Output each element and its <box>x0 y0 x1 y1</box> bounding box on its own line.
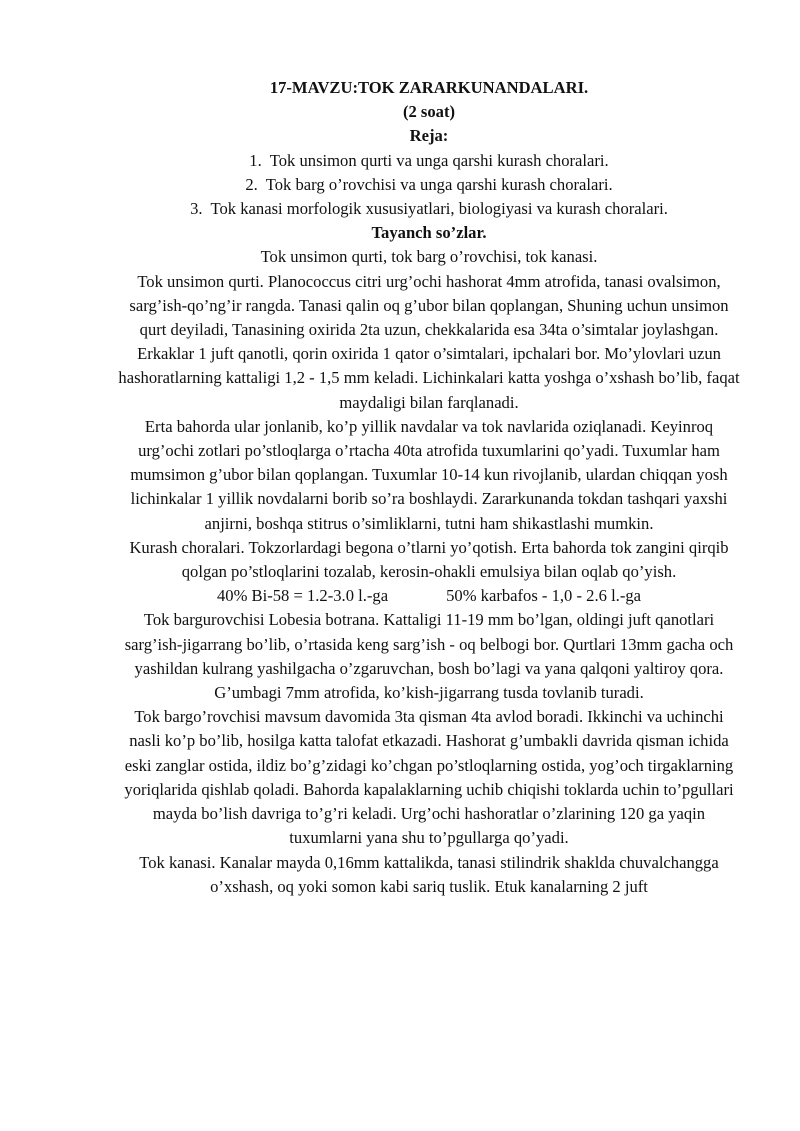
plan-item-text: Tok kanasi morfologik xususiyatlari, biologiyasi va kurash choralari. <box>210 199 668 219</box>
plan-item <box>118 197 740 221</box>
plan-item-text: Tok unsimon qurti va unga qarshi kurash choralari. <box>269 150 609 170</box>
paragraph-leafroller-biology: Tok bargo’rovchisi mavsum davomida 3ta qisman 4ta avlod boradi. Ikkinchi va uchinchi nasli ko’p bo’lib, hosilga katta talofat etkazadi. Hashorat g’umbakli davrida qisman ichida eski zanglar ostida, ildiz bo’g’zidagi ko’chgan po’stloqlarning ostida, yog’och tirgaklarning yoriqlarida qishlab qoladi. Bahorda kapalaklarning uchib chiqishi toklarda uchin to’pgullari mayda bo’lish davriga to’g’ri keladi. Urg’ochi hashoratlar o’zlarining 120 ga yaqin tuxumlarni yana shu to’pgullarga qo’yadi. <box>124 707 734 848</box>
hours-note: (2 soat) <box>402 102 456 122</box>
paragraph-mite: Tok kanasi. Kanalar mayda 0,16mm kattalikda, tanasi stilindrik shaklda chuvalchangga o’xshash, oq yoki somon kabi sariq tuslik. Etuk kanalarning 2 juft <box>139 852 719 896</box>
paragraph-mealybug: Tok unsimon qurti. Planococcus citri urg’ochi hashorat 4mm atrofida, tanasi ovalsimon, sarg’ish-qo’ng’ir rangda. Tanasi qalin oq g’ubor bilan qoplangan, Shuning uchun unsimon qurt deyiladi, Tanasining oxirida 2ta uzun, chekkalarida esa 34ta o’simtalar joylashgan. Erkaklar 1 juft qanotli, qorin oxirida 1 qator o’simtalari, ipchalari bor. Mo’ylovlari uzun hashoratlarning kattaligi 1,2 - 1,5 mm keladi. Lichinkalari katta yoshga o’xshash bo’lib, faqat maydaligi bilan farqlanadi. <box>118 271 740 412</box>
dosage-formula <box>118 584 740 608</box>
plan-item-number: 1. <box>249 150 262 170</box>
plan-heading: Reja: <box>409 126 449 146</box>
plan-item-text: Tok barg o’rovchisi va unga qarshi kurash choralari. <box>265 174 613 194</box>
keywords-heading: Tayanch so’zlar. <box>371 223 487 243</box>
dosage-left: 40% Bi-58 = 1.2-3.0 l.-ga <box>216 586 389 606</box>
paragraph-mealybug-biology: Erta bahorda ular jonlanib, ko’p yillik navdalar va tok navlarida oziqlanadi. Keyinroq urg’ochi zotlari po’stloqlarga o’rtacha 40ta atrofida tuxumlarini qo’yadi. Tuxumlar ham mumsimon g’ubor bilan qoplangan. Tuxumlar 10-14 kun rivojlanib, ulardan chiqqan yosh lichinkalar 1 yillik novdalarni borib so’ra boshlaydi. Zararkunanda tokdan tashqari yaxshi anjirni, boshqa stitrus o’simliklarni, tutni ham shikastlashi mumkin. <box>130 416 728 533</box>
dosage-right: 50% karbafos - 1,0 - 2.6 l.-ga <box>446 586 642 606</box>
paragraph-control-measures: Kurash choralari. Tokzorlardagi begona o’tlarni yo’qotish. Erta bahorda tok zangini qirqib qolgan po’stloqlarini tozalab, kerosin-ohakli emulsiya bilan oqlab qo’yish. <box>129 537 729 582</box>
keywords-text: Tok unsimon qurti, tok barg o’rovchisi, tok kanasi. <box>260 247 598 267</box>
paragraph-leafroller: Tok bargurovchisi Lobesia botrana. Kattaligi 11-19 mm bo’lgan, oldingi juft qanotlari sarg’ish-jigarrang bo’lib, o’rtasida keng sarg’ish - oq belbogi bor. Qurtlari 13mm gacha och yashildan kulrang yashilgacha o’zgaruvchan, bosh bo’lagi va yana qalqoni yaltiroy qora. G’umbagi 7mm atrofida, ko’kish-jigarrang tusda tovlanib turadi. <box>124 610 734 703</box>
plan-item <box>118 173 740 197</box>
document-title: 17-MAVZU:TOK ZARARKUNANDALARI. <box>269 78 589 97</box>
plan-list <box>118 149 740 222</box>
plan-item-number: 2. <box>245 174 258 194</box>
plan-item <box>118 149 740 173</box>
plan-item-number: 3. <box>190 199 203 219</box>
